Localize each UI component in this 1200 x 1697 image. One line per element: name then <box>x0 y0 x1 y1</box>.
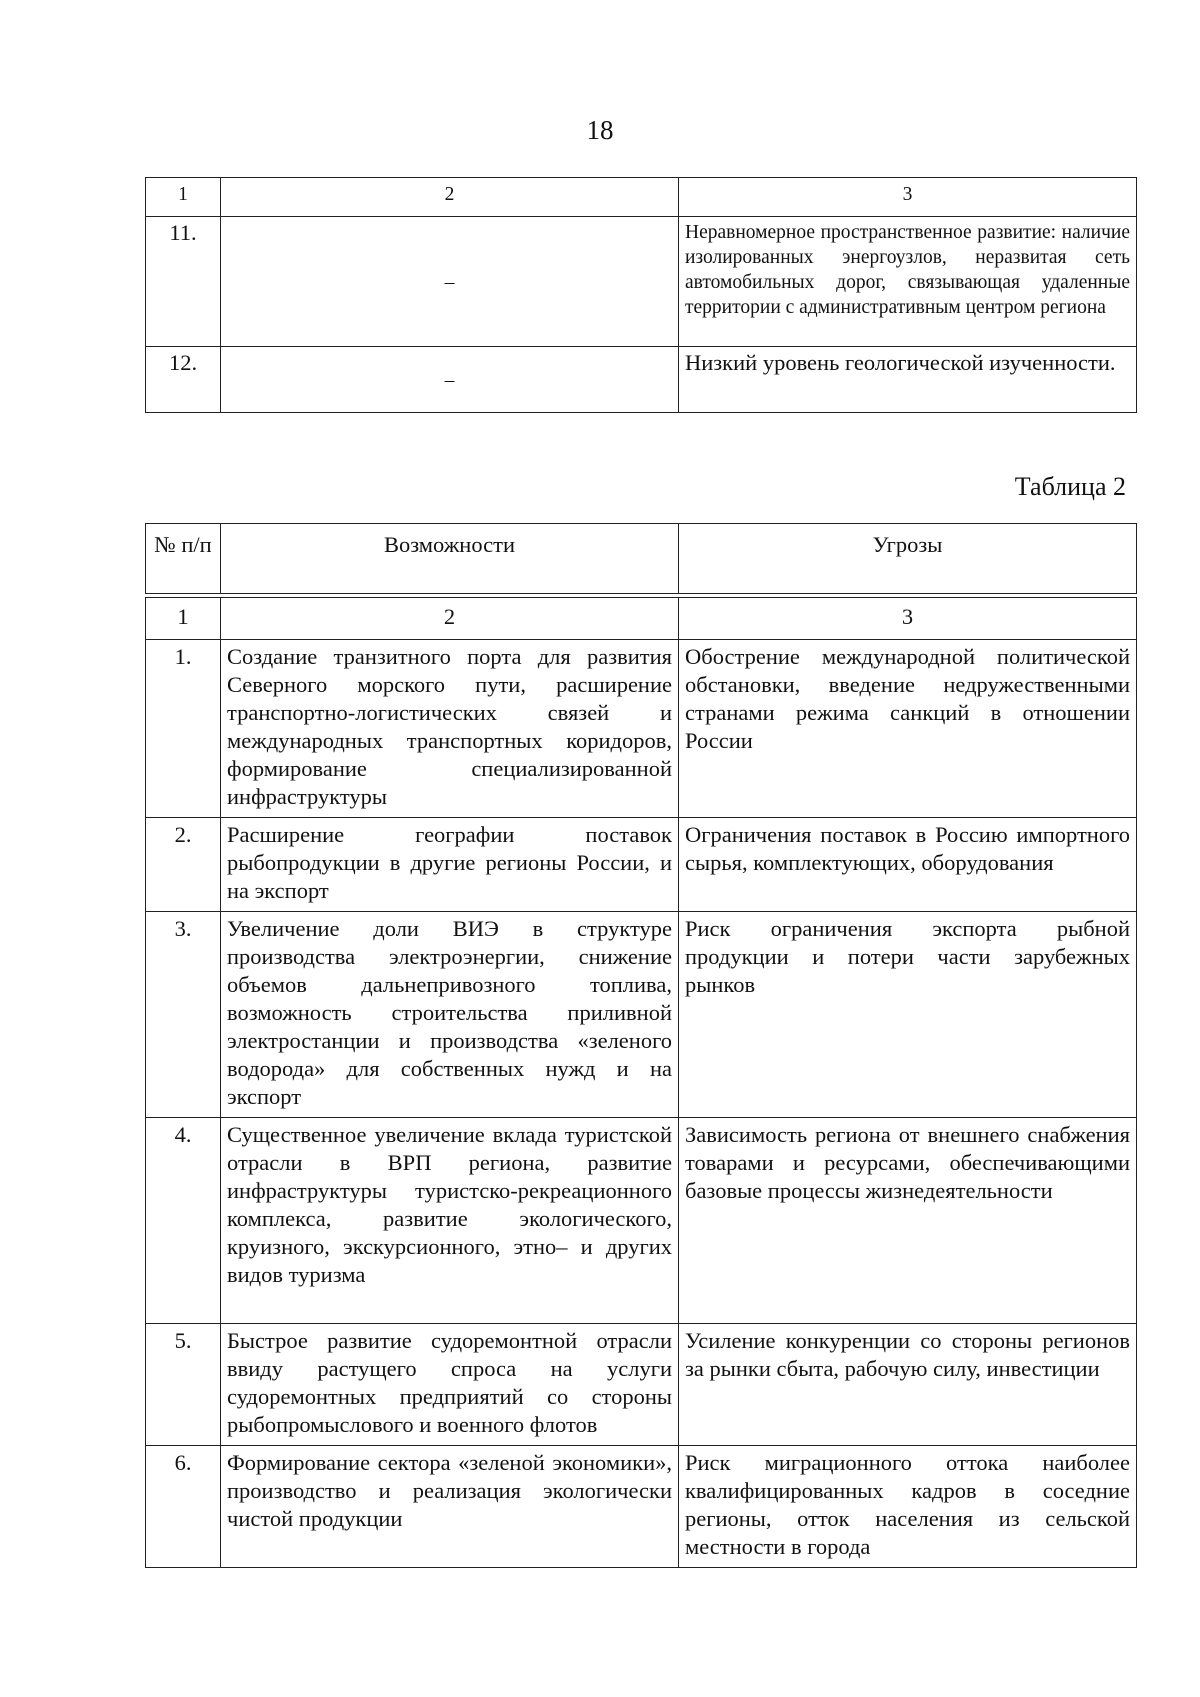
opportunity-text: Увеличение доли ВИЭ в структуре производства электроэнергии, снижение объемов дальнепривозного топлива, возможность строительства приливной электростанции и производства «зеленого водорода» для собственных нужд и на экспорт <box>221 912 679 1118</box>
table-row <box>146 640 1137 818</box>
row-number: 5. <box>146 1324 221 1446</box>
opportunity-text: Существенное увеличение вклада туристской отрасли в ВРП региона, развитие инфраструктуры туристско-рекреационного комплекса, развитие экологического, круизного, экскурсионного, этно– и других видов туризма <box>221 1118 679 1324</box>
table-row <box>146 217 1137 347</box>
table-row <box>146 912 1137 1118</box>
empty-dash-cell: – <box>221 347 679 413</box>
empty-dash-cell: – <box>221 217 679 347</box>
table-caption: Таблица 2 <box>1014 472 1126 501</box>
index-cell: 1 <box>146 178 221 217</box>
header-number: № п/п <box>146 524 221 594</box>
opportunity-text: Быстрое развитие судоремонтной отрасли ввиду растущего спроса на услуги судоремонтных предприятий со стороны рыбопромыслового и военного флотов <box>221 1324 679 1446</box>
opportunity-text: Расширение географии поставок рыбопродукции в другие регионы России, и на экспорт <box>221 818 679 912</box>
threat-text: Зависимость региона от внешнего снабжения товарами и ресурсами, обеспечивающими базовые процессы жизнедеятельности <box>679 1118 1137 1324</box>
threat-text: Риск ограничения экспорта рыбной продукции и потери части зарубежных рынков <box>679 912 1137 1118</box>
table-row <box>146 1118 1137 1324</box>
weakness-text: Низкий уровень геологической изученности. <box>679 347 1137 413</box>
header-threats: Угрозы <box>679 524 1137 594</box>
row-number: 1. <box>146 640 221 818</box>
row-number: 11. <box>146 217 221 347</box>
index-cell: 2 <box>221 178 679 217</box>
opportunity-text: Формирование сектора «зеленой экономики», производство и реализация экологически чистой продукции <box>221 1446 679 1568</box>
table-row <box>146 347 1137 413</box>
opportunities-threats-table <box>145 597 1137 1568</box>
threat-text: Обострение международной политической обстановки, введение недружественными странами режима санкций в отношении России <box>679 640 1137 818</box>
row-number: 12. <box>146 347 221 413</box>
index-cell: 3 <box>679 178 1137 217</box>
opportunity-text: Создание транзитного порта для развития Северного морского пути, расширение транспортно-логистических связей и международных транспортных коридоров, формирование специализированной инфраструктуры <box>221 640 679 818</box>
row-number: 4. <box>146 1118 221 1324</box>
index-cell: 2 <box>221 598 679 640</box>
swot-table-header <box>145 523 1137 594</box>
row-number: 3. <box>146 912 221 1118</box>
weaknesses-table-continuation <box>145 177 1137 413</box>
index-cell: 1 <box>146 598 221 640</box>
column-index-row <box>146 178 1137 217</box>
header-row <box>146 524 1137 594</box>
column-index-row <box>146 598 1137 640</box>
table-row <box>146 818 1137 912</box>
weakness-text: Неравномерное пространственное развитие: наличие изолированных энергоузлов, неразвитая сеть автомобильных дорог, связывающая удаленные территории с административным центром региона <box>679 217 1137 347</box>
threat-text: Ограничения поставок в Россию импортного сырья, комплектующих, оборудования <box>679 818 1137 912</box>
table-row <box>146 1324 1137 1446</box>
threat-text: Усиление конкуренции со стороны регионов за рынки сбыта, рабочую силу, инвестиции <box>679 1324 1137 1446</box>
row-number: 6. <box>146 1446 221 1568</box>
table-row <box>146 1446 1137 1568</box>
index-cell: 3 <box>679 598 1137 640</box>
page-number: 18 <box>586 115 614 145</box>
threat-text: Риск миграционного оттока наиболее квалифицированных кадров в соседние регионы, отток населения из сельской местности в города <box>679 1446 1137 1568</box>
header-opportunities: Возможности <box>221 524 679 594</box>
row-number: 2. <box>146 818 221 912</box>
